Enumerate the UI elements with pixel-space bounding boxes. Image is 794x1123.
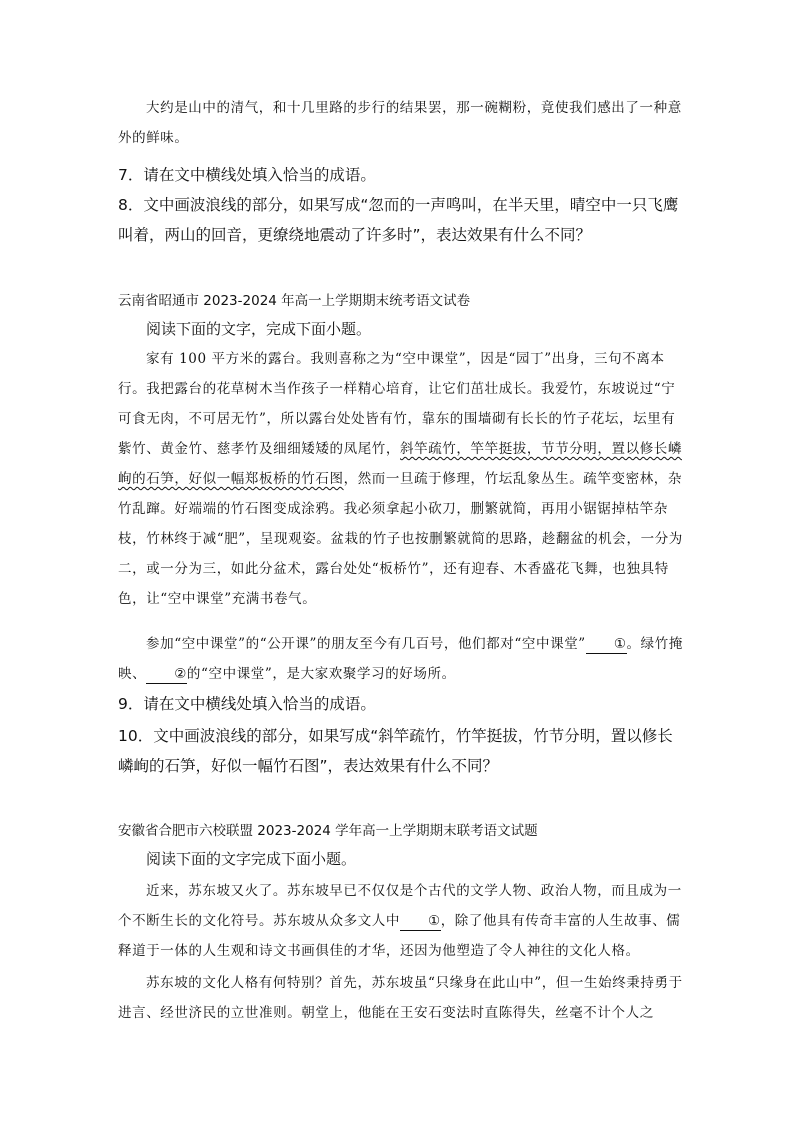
question-8: 8．文中画波浪线的部分，如果写成“忽而的一声鸣叫，在半天里，晴空中一只飞鹰叫着，两山的回音，更缭绕地震动了许多时”，表达效果有什么不同？	[118, 196, 679, 244]
passage-text: 家有 100 平方米的露台。我则喜称之为“空中课堂”，因是“园丁”出身，三句不离本行。我把露台的花草树木当作孩子一样精心培育，让它们茁壮成长。我爱竹，东坡说过“宁可食无肉，不可居无竹”，所以露台处处皆有竹，靠东的围墙砌有长长的竹子花坛，坛里有紫竹、黄金竹、慈孝竹及细细矮矮的凤尾竹，	[118, 351, 676, 457]
source-title-hefei: 安徽省合肥市六校联盟 2023-2024 学年高一上学期期末联考语文试题	[118, 823, 538, 839]
passage-paragraph-blanks	[118, 629, 684, 689]
source-title-zhaotong: 云南省昭通市 2023-2024 年高一上学期期末统考语文试卷	[118, 293, 471, 309]
reading-instruction: 阅读下面的文字，完成下面小题。	[146, 320, 372, 338]
passage-text: 参加“空中课堂”的“公开课”的朋友至今有几百号，他们都对“空中课堂”	[146, 636, 586, 652]
wavy-underlined-text: 斜竿疏竹，竿竿挺拔，节节分明，置以修长嶙峋的石笋，好似一幅郑板桥的竹石图	[118, 441, 682, 487]
passage-text: 近来，苏东坡又火了。苏东坡早已不仅仅是个古代的文学人物、政治人物，而且成为一个不断生长的文化符号。苏东坡从众多文人中	[118, 883, 682, 929]
fill-blank-2: ②	[146, 665, 187, 684]
question-7: 7．请在文中横线处填入恰当的成语。	[118, 166, 376, 184]
passage-text: 。绿竹掩映、	[118, 636, 683, 682]
passage-text: ，然而一旦疏于修理，竹坛乱象丛生。疏竿变密林，杂竹乱蹿。好端端的竹石图变成涂鸦。我必须拿起小砍刀，删繁就简，再用小锯锯掉枯竿杂枝，竹林终于减“肥”，呈现观姿。盆栽的竹子也按删繁就简的思路，趁翻盆的机会，一分为二，或一分为三，如此分盆术，露台处处“板桥竹”，还有迎春、木香盛花飞舞，也独具特色，让“空中课堂”充满书卷气。	[118, 471, 683, 607]
reading-instruction: 阅读下面的文字完成下面小题。	[146, 850, 357, 868]
passage-tail: 大约是山中的清气，和十几里路的步行的结果罢，那一碗糊粉，竟使我们感出了一种意外的鲜味。	[118, 100, 682, 146]
fill-blank-1: ①	[400, 912, 441, 931]
passage-text: ，除了他具有传奇丰富的人生故事、儒释道于一体的人生观和诗文书画俱佳的才华，还因为他塑造了令人神往的文化人格。	[118, 913, 681, 959]
passage-paragraph	[118, 344, 684, 614]
passage-text: 的“空中课堂”，是大家欢聚学习的好场所。	[186, 666, 456, 682]
fill-blank-1: ①	[586, 635, 627, 654]
passage-paragraph-blanks	[118, 876, 684, 966]
question-9: 9．请在文中横线处填入恰当的成语。	[118, 695, 376, 713]
passage-paragraph: 苏东坡的文化人格有何特别？首先，苏东坡虽“只缘身在此山中”，但一生始终秉持勇于进言、经世济民的立世准则。朝堂上，他能在王安石变法时直陈得失，丝毫不计个人之	[118, 975, 683, 1021]
question-10: 10．文中画波浪线的部分，如果写成“斜竿疏竹，竹竿挺拔，竹节分明，置以修长嶙峋的石笋，好似一幅竹石图”，表达效果有什么不同？	[118, 727, 673, 775]
